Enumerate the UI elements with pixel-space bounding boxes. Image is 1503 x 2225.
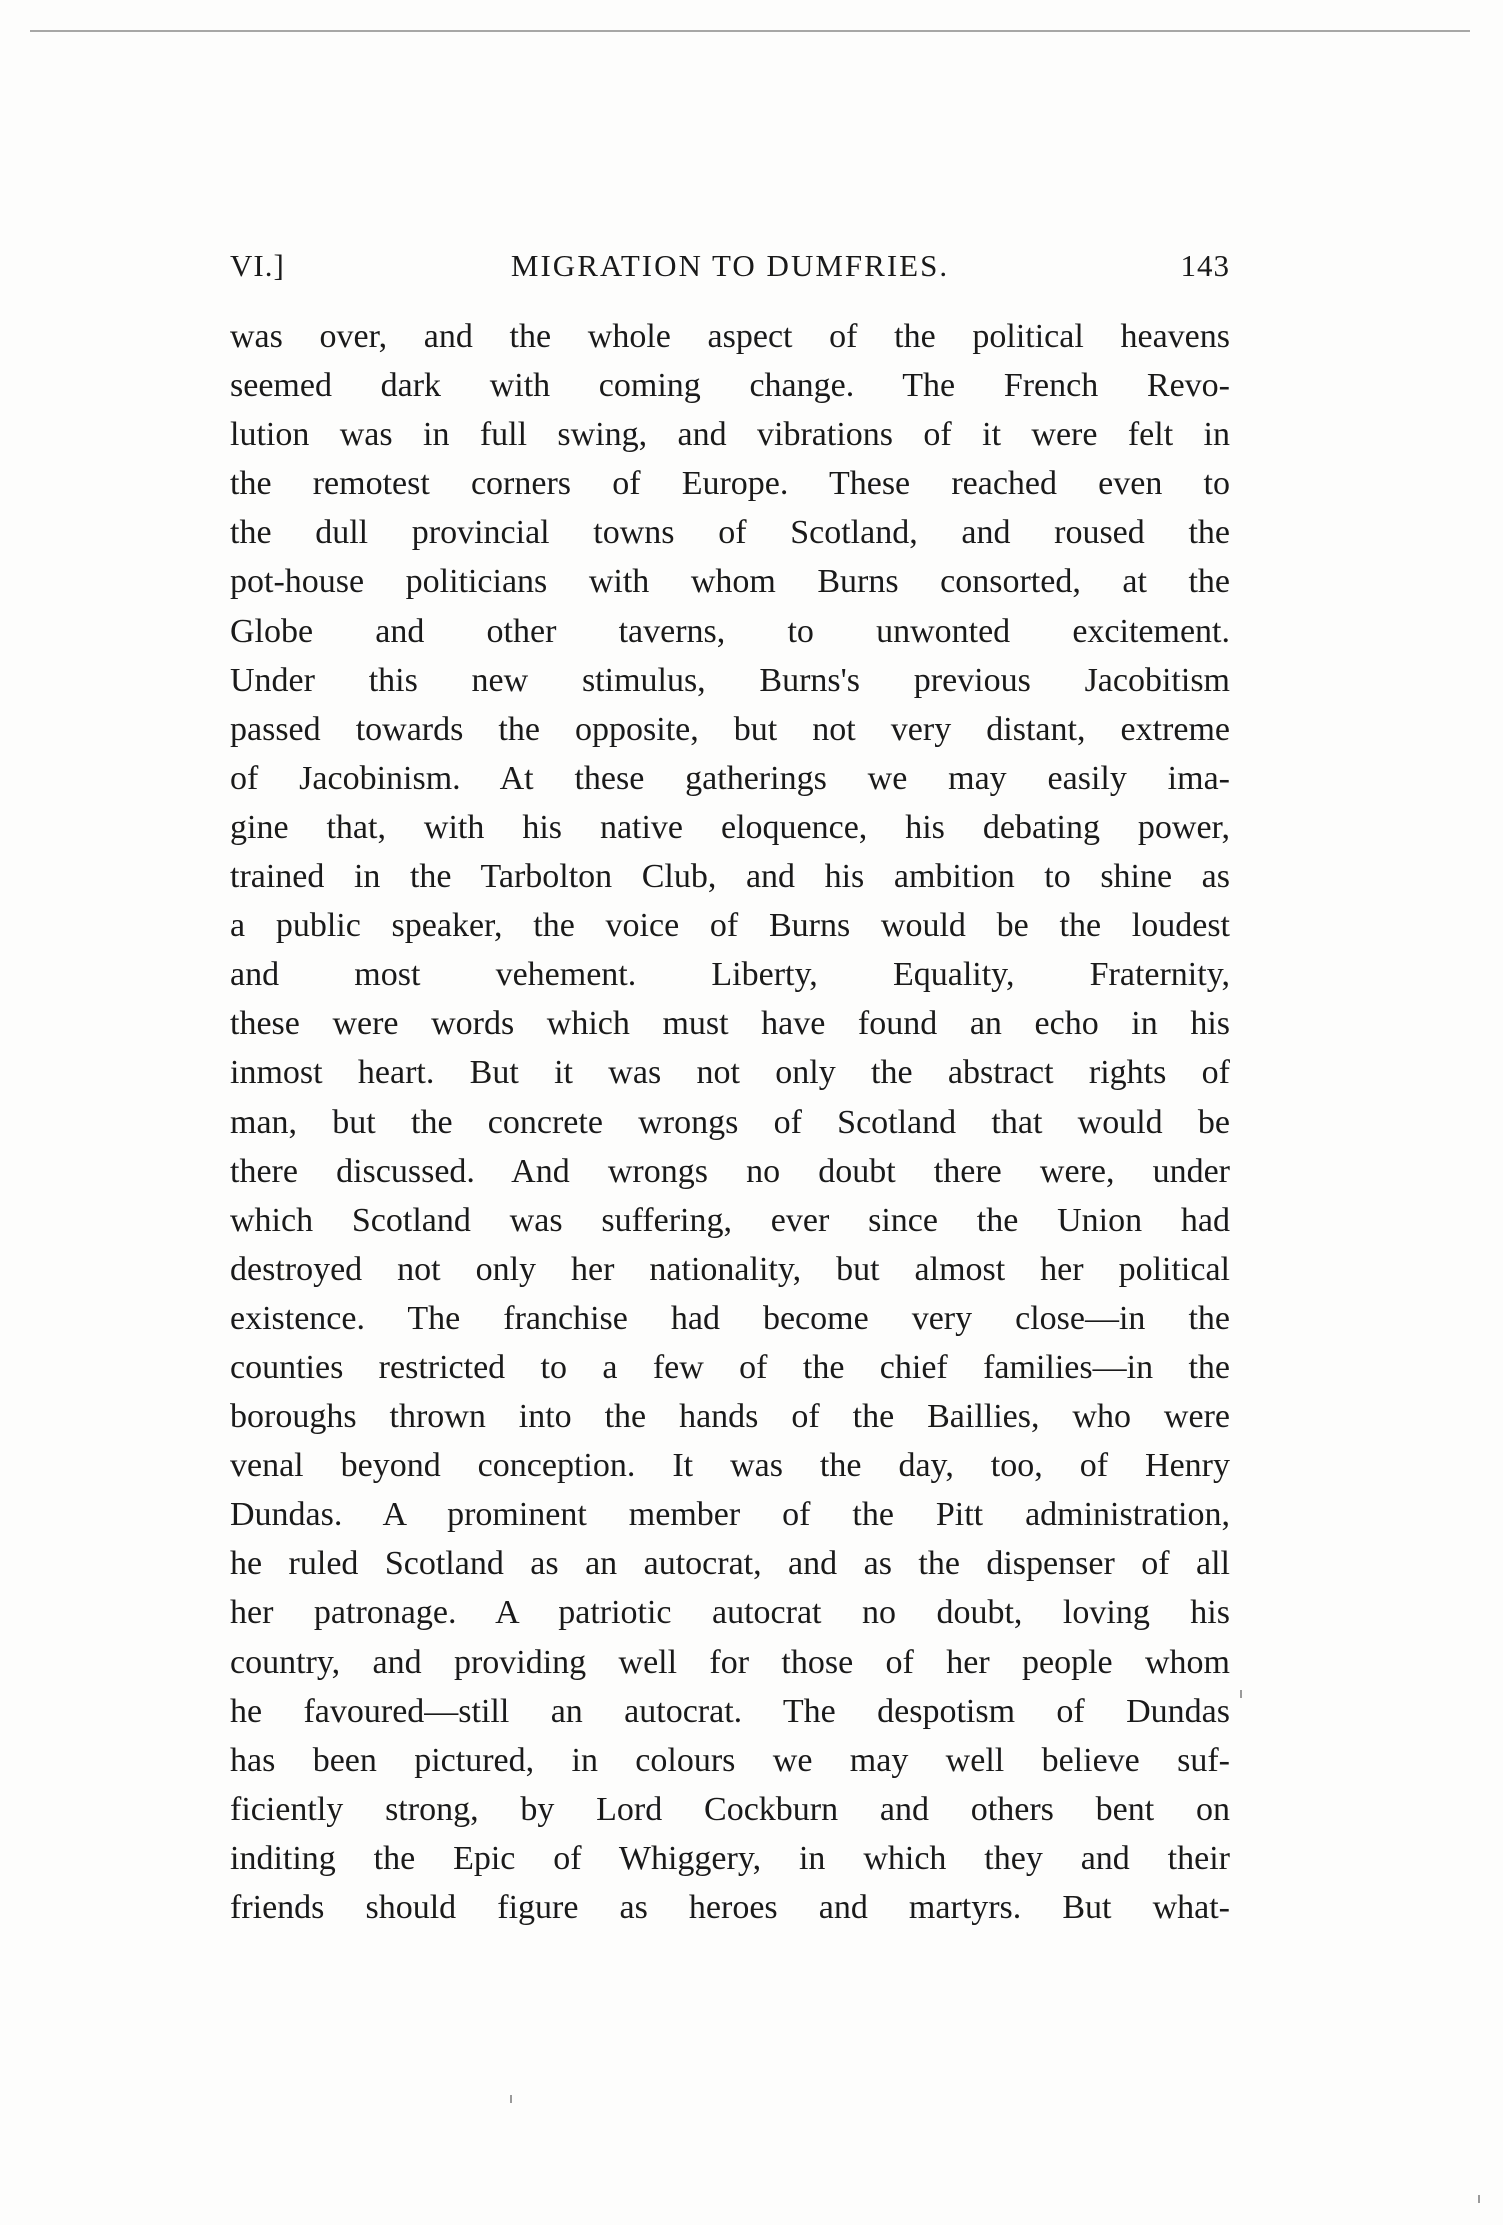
text-line: Globe and other taverns, to unwonted excitement. — [230, 612, 1230, 650]
text-line: friends should figure as heroes and martyrs. But what- — [230, 1889, 1230, 1926]
text-line: there discussed. And wrongs no doubt there were, under — [230, 1152, 1230, 1190]
text-line: he favoured—still an autocrat. The despotism of Dundas — [230, 1692, 1230, 1730]
text-line: of Jacobinism. At these gatherings we may easily ima- — [230, 759, 1230, 797]
text-line: man, but the concrete wrongs of Scotland that would be — [230, 1103, 1230, 1141]
text-line: ficiently strong, by Lord Cockburn and others bent on — [230, 1790, 1230, 1828]
text-line: Under this new stimulus, Burns's previous Jacobitism — [230, 661, 1230, 699]
print-speck — [1240, 1690, 1242, 1698]
text-line: Dundas. A prominent member of the Pitt administration, — [230, 1496, 1230, 1534]
text-line: which Scotland was suffering, ever since the Union had — [230, 1201, 1230, 1239]
page-number: 143 — [1180, 248, 1230, 283]
text-line: trained in the Tarbolton Club, and his ambition to shine as — [230, 858, 1230, 896]
body-text — [230, 312, 1230, 1932]
text-line: and most vehement. Liberty, Equality, Fraternity, — [230, 956, 1230, 994]
text-line: existence. The franchise had become very close—in the — [230, 1299, 1230, 1337]
text-line: her patronage. A patriotic autocrat no doubt, loving his — [230, 1594, 1230, 1632]
text-line: the dull provincial towns of Scotland, and roused the — [230, 514, 1230, 552]
text-line: was over, and the whole aspect of the political heavens — [230, 318, 1230, 355]
text-line: boroughs thrown into the hands of the Baillies, who were — [230, 1398, 1230, 1436]
text-line: pot-house politicians with whom Burns consorted, at the — [230, 563, 1230, 601]
text-line: these were words which must have found an echo in his — [230, 1005, 1230, 1043]
chapter-title: MIGRATION TO DUMFRIES. — [510, 248, 950, 283]
print-speck — [510, 2095, 512, 2103]
text-line: inmost heart. But it was not only the abstract rights of — [230, 1054, 1230, 1092]
text-line: a public speaker, the voice of Burns would be the loudest — [230, 907, 1230, 945]
text-line: destroyed not only her nationality, but almost her political — [230, 1250, 1230, 1288]
text-line: gine that, with his native eloquence, his debating power, — [230, 808, 1230, 846]
text-line: inditing the Epic of Whiggery, in which they and their — [230, 1839, 1230, 1877]
chapter-number: VI.] — [230, 248, 285, 283]
text-line: counties restricted to a few of the chief families—in the — [230, 1348, 1230, 1386]
page-top-edge-rule — [30, 30, 1470, 32]
text-line: seemed dark with coming change. The French Revo- — [230, 367, 1230, 405]
text-line: country, and providing well for those of her people whom — [230, 1643, 1230, 1681]
text-line: has been pictured, in colours we may well believe suf- — [230, 1741, 1230, 1779]
print-speck — [1478, 2195, 1480, 2203]
text-line: lution was in full swing, and vibrations of it were felt in — [230, 416, 1230, 454]
text-line: venal beyond conception. It was the day, too, of Henry — [230, 1447, 1230, 1485]
text-line: he ruled Scotland as an autocrat, and as the dispenser of all — [230, 1545, 1230, 1583]
text-line: the remotest corners of Europe. These reached even to — [230, 465, 1230, 503]
text-line: passed towards the opposite, but not very distant, extreme — [230, 710, 1230, 748]
running-head — [230, 248, 1230, 288]
